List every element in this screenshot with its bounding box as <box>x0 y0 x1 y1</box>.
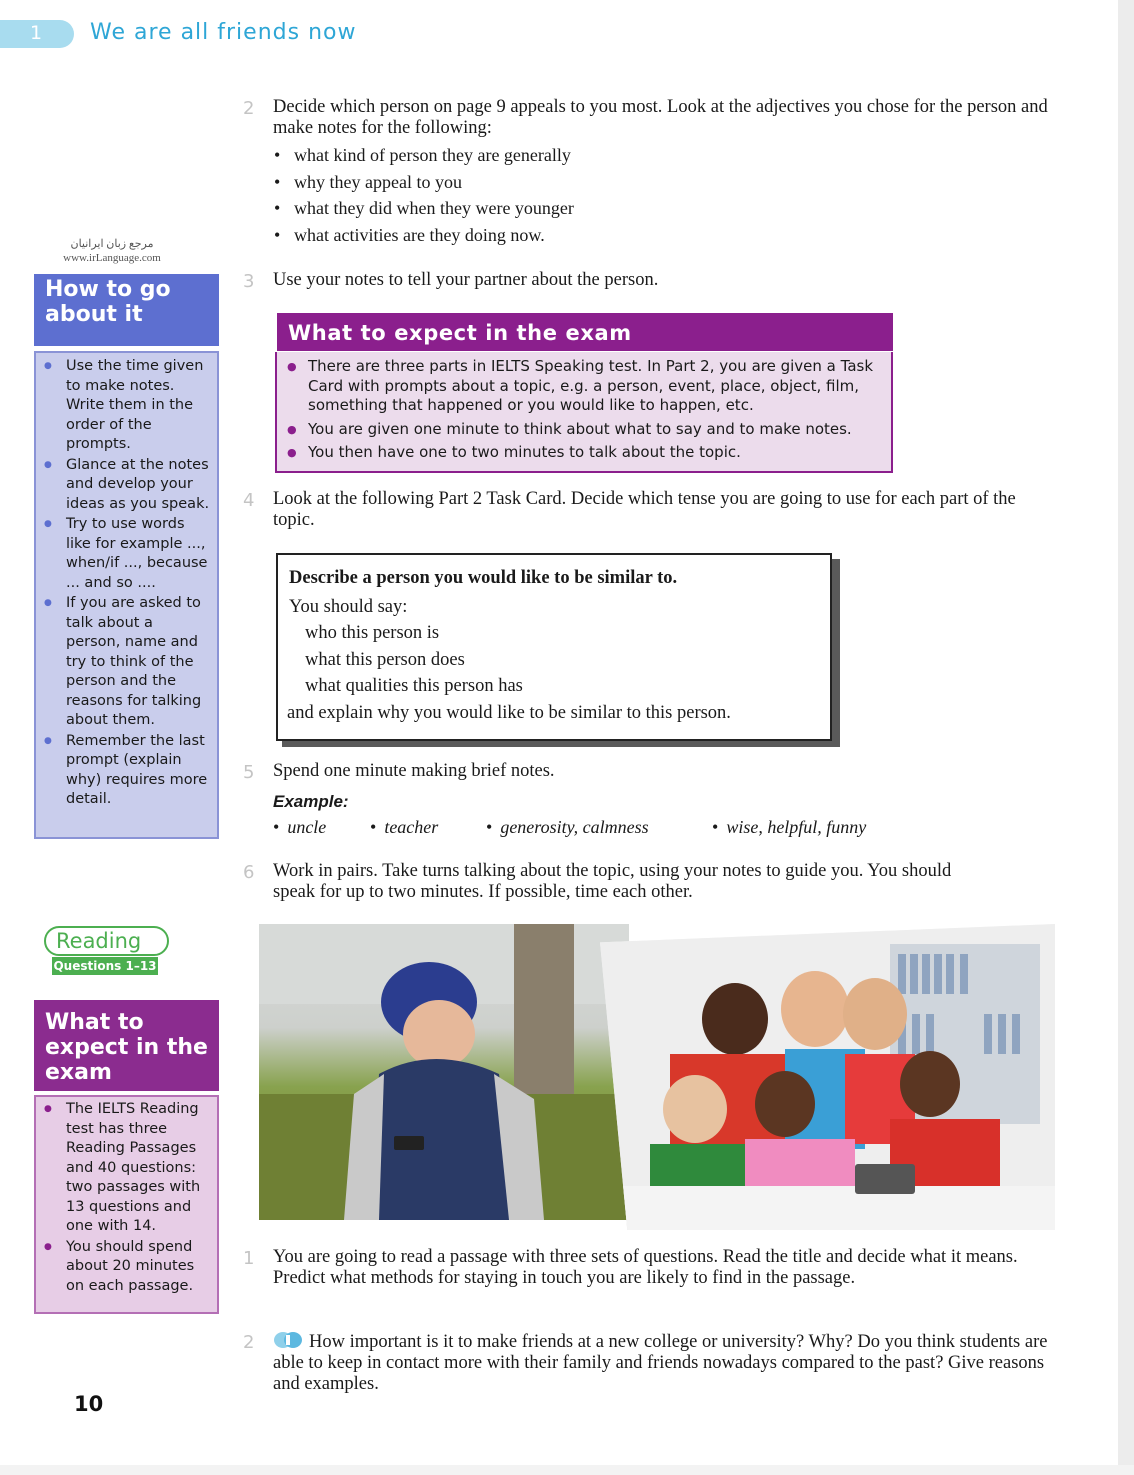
photo-boy-with-phone <box>259 924 629 1220</box>
page-edge-bottom <box>0 1465 1134 1475</box>
task-2-text: Decide which person on page 9 appeals to you most. Look at the adjectives you chose for the person and make notes for the following: <box>273 97 1048 138</box>
task-number: 5 <box>243 762 255 783</box>
reading-exam-heading: What to expect in the exam <box>34 1000 219 1091</box>
task-2-bullet: • what they did when they were younger <box>273 195 873 222</box>
photo-students-with-tablet <box>600 924 1055 1230</box>
photo-students-with-tablet-art <box>600 924 1055 1230</box>
task-card-prompt: what this person does <box>305 649 465 670</box>
reading-task-2 <box>273 1331 1053 1395</box>
task-number: 6 <box>243 862 255 883</box>
task-card-title: Describe a person you would like to be similar to. <box>289 568 678 588</box>
task-number: 3 <box>243 271 255 292</box>
reading-questions-tag: Questions 1–13 <box>53 959 157 973</box>
watermark <box>50 237 174 265</box>
speaking-exam-item: ● You are given one minute to think about what to say and to make notes. <box>287 420 881 440</box>
reading-section-label: Reading <box>44 926 169 956</box>
speaking-exam-heading: What to expect in the exam <box>277 313 893 351</box>
task-2-bullet: • what activities are they doing now. <box>273 222 873 249</box>
how-to-item: ● Remember the last prompt (explain why) requires more detail. <box>44 732 211 810</box>
pair-discussion-icon <box>273 1331 303 1349</box>
task-number: 4 <box>243 490 255 511</box>
unit-number: 1 <box>30 22 43 44</box>
photo-boy-with-phone-art <box>259 924 629 1220</box>
speaking-exam-item: ● You then have one to two minutes to talk about the topic. <box>287 443 881 463</box>
how-to-item: ● Try to use words like for example ..., when/if ..., because ... and so .... <box>44 515 211 593</box>
reading-task-2-text: How important is it to make friends at a new college or university? Why? Do you think students are able to keep in contact more with their family and friends nowadays compared to the past? Give reasons and examples. <box>273 1332 1048 1394</box>
how-to-item: ● If you are asked to talk about a person, name and try to think of the person and the reasons for talking about them. <box>44 594 211 731</box>
how-to-item: ● Use the time given to make notes. Write them in the order of the prompts. <box>44 357 211 455</box>
task-2-bullet: • what kind of person they are generally <box>273 142 873 169</box>
task-6-text: Work in pairs. Take turns talking about the topic, using your notes to guide you. You should speak for up to two minutes. If possible, time each other. <box>273 861 952 902</box>
example-label: Example: <box>273 792 349 811</box>
speaking-exam-item: ● There are three parts in IELTS Speaking test. In Part 2, you are given a Task Card with prompts about a topic, e.g. a person, event, place, object, film, something that happened or you would like to happen, etc. <box>287 357 881 416</box>
task-number: 1 <box>243 1248 255 1269</box>
task-card-prompt: what qualities this person has <box>305 676 523 696</box>
watermark-url: www.irLanguage.com <box>63 252 161 264</box>
task-number: 2 <box>243 98 255 119</box>
reading-exam-box <box>34 1095 219 1314</box>
example-item: • wise, helpful, funny <box>712 817 866 838</box>
task-card-closing: and explain why you would like to be similar to this person. <box>287 702 731 723</box>
unit-title: We are all friends now <box>90 20 357 45</box>
example-item: • generosity, calmness <box>486 817 649 838</box>
task-2-bullets <box>273 142 873 248</box>
how-to-box <box>34 351 219 839</box>
task-5-text: Spend one minute making brief notes. <box>273 761 555 781</box>
example-item: • teacher <box>370 817 438 838</box>
reading-task-1-text: You are going to read a passage with three sets of questions. Read the title and decide what it means. Predict what methods for staying in touch you are likely to find in the passage. <box>273 1247 1018 1288</box>
task-card <box>276 553 832 741</box>
task-number: 2 <box>243 1332 255 1353</box>
task-card-prompt: who this person is <box>305 623 440 643</box>
watermark-persian: مرجع زبان ایرانیان <box>70 238 154 250</box>
task-4-text: Look at the following Part 2 Task Card. Decide which tense you are going to use for each part of the topic. <box>273 489 1016 530</box>
task-3-text: Use your notes to tell your partner about the person. <box>273 270 659 290</box>
speaking-exam-box <box>275 352 893 473</box>
task-card-intro: You should say: <box>289 596 408 617</box>
reading-exam-item: ● The IELTS Reading test has three Reading Passages and 40 questions: two passages with 13 questions and one with 14. <box>44 1100 211 1237</box>
task-2-bullet: • why they appeal to you <box>273 169 873 196</box>
how-to-item: ● Glance at the notes and develop your ideas as you speak. <box>44 456 211 515</box>
page-edge-right <box>1118 0 1134 1475</box>
how-to-heading: How to go about it <box>34 274 219 346</box>
page-number: 10 <box>74 1392 104 1416</box>
reading-exam-item: ● You should spend about 20 minutes on each passage. <box>44 1238 211 1297</box>
example-item: • uncle <box>273 817 326 838</box>
